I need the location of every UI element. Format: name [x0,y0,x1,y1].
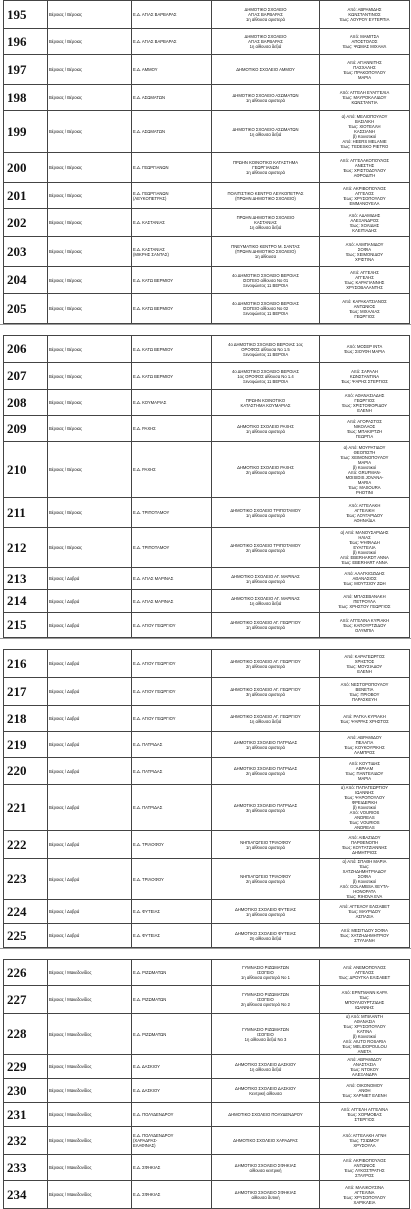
voter-range-cell: Από: ΑΛΑΓΚΙΟΖΙΔΗΣ ΑΘΑΝΑΣΙΟΣ Έως: ΜΟΥΤΣΙΟΥ ΖΩΗ [320,568,410,590]
table-row [4,363,410,390]
polling-place-cell: ΔΗΜΟΤΙΚΟ ΣΧΟΛΕΙΟ ΣΦΗΚΙΑΣ αίθουσα κεντρική [212,1155,320,1181]
table-row [4,111,410,153]
polling-place-cell: ΓΥΜΝΑΣΙΟ ΡΙΖΩΜΑΤΩΝ ΙΣΟΓΕΙΟ 2η αίθουσα αριστερά Νο 2 [212,986,320,1014]
table-row [4,416,410,442]
voter-range-cell: Από: ΝΕΣΤΟΡΟΠΟΥΛΟΥ ΒΕΝΕΤΙΑ Έως: ΠΡΙΟΒΟΥ ΠΑΡΑΣΚΕΥΗ [320,678,410,706]
voter-range-cell: Από: ΜΑΛΙΚΟΥΣΙΝΑ ΑΓΓΕΛΙΝΑ Έως: ΧΡΥΣΟΠΟΥΛΟΥ ΧΑΡΙΚΛΕΙΑ [320,1181,410,1209]
station-number-cell: 200 [4,153,48,183]
municipality-cell: Βέροιας / Δοβρά [48,900,132,924]
table-row [4,528,410,568]
table-row [4,1,410,29]
municipality-cell: Βέροιας / Βέροιας [48,294,132,324]
municipality-cell: Βέροιας / Μακεδονίδος [48,1103,132,1127]
electoral-unit-cell: Ε.Δ. ΡΑΧΗΣ [132,416,212,442]
table-row [4,336,410,363]
electoral-unit-cell: Ε.Δ. ΚΑΤΩ ΒΕΡΜΙΟΥ [132,267,212,294]
table-row [4,1127,410,1155]
station-number-cell: 219 [4,732,48,758]
polling-place-cell: ΔΗΜΟΤΙΚΟ ΣΧΟΛΕΙΟ ΡΑΧΗΣ 2η αίθουσα αριστερά [212,442,320,498]
voter-range-cell: Από: ΑΛΜΠΑΝΙΔΟΥ ΣΟΦΙΑ Έως: ΧΕΙΜΟΝΙΔΟΥ ΧΡΙΣΤΙΝΑ [320,237,410,267]
polling-place-cell: ΔΗΜΟΤΙΚΟ ΣΧΟΛΕΙΟ ΑΣΩΜΑΤΩΝ 1η αίθουσα αριστερά [212,85,320,111]
voter-range-cell: Από: ΑΓΓΕΛΗ ΑΓΓΕΛΙΝΑ Έως: ΧΟΡΜΟΒΑΣ ΣΤΕΡΓΙΟΣ [320,1103,410,1127]
electoral-unit-cell: Ε.Δ. ΑΓΙΟΥ ΓΕΩΡΓΙΟΥ [132,613,212,638]
polling-place-cell: ΔΗΜΟΤΙΚΟ ΣΧΟΛΕΙΟ ΣΦΗΚΙΑΣ αίθουσα δυτική [212,1181,320,1209]
table-row [4,758,410,785]
table-row [4,183,410,209]
municipality-cell: Βέροιας / Μακεδονίδος [48,1055,132,1079]
polling-place-cell: ΔΗΜΟΤΙΚΟ ΣΧΟΛΕΙΟ ΡΑΧΗΣ 1η αίθουσα αριστερά [212,416,320,442]
municipality-cell: Βέροιας / Δοβρά [48,924,132,948]
electoral-unit-cell: Ε.Δ. ΡΙΖΩΜΑΤΩΝ [132,1014,212,1055]
station-number-cell: 203 [4,237,48,267]
polling-place-cell: ΠΟΛΙΤΙΣΤΙΚΟ ΚΕΝΤΡΟ ΛΕΥΚΟΠΕΤΡΑΣ (ΠΡΩΗΝ ΔΗΜΟΤΙΚΟ ΣΧΟΛΕΙΟ) [212,183,320,209]
station-number-cell: 196 [4,29,48,55]
polling-place-cell: ΔΗΜΟΤΙΚΟ ΣΧΟΛΕΙΟ ΑΓ. ΜΑΡΙΝΑΣ 1η αίθουσα αριστερά [212,568,320,590]
municipality-cell: Βέροιας / Βέροιας [48,528,132,568]
municipality-cell: Βέροιας / Μακεδονίδος [48,960,132,986]
municipality-cell: Βέροιας / Βέροιας [48,416,132,442]
polling-place-cell: ΠΝΕΥΜΑΤΙΚΟ ΚΕΝΤΡΟ Μ. ΣΑΝΤΑΣ (ΠΡΩΗΝ ΔΗΜΟΤΙΚΟ ΣΧΟΛΕΙΟ) 1η αίθουσα [212,237,320,267]
voter-range-cell: Από: ΑΔΑΜΙΔΗΣ ΑΛΕΞΑΝΔΡΟΣ Έως: ΧΟΛΙΔΗΣ ΚΛΕΙΤΙΑΔΗΣ [320,209,410,237]
voter-range-cell: α) Από: ΜΟΥΡΑΤΙΔΟΥ ΘΕΟΠΙΣΤΗ Έως: ΧΕΙΜΟΝΟΠΟΥΛΟΥ ΜΑΡΙΑ β) Κοινοτικοί Από: GRUFMAN- MOISIDIS JOVANA- MARIA Έως: MASOURA PHOTINI [320,442,410,498]
voter-range-cell: Από: ΜΠΑΣΕΒΑΝΑΚΗ ΠΕΤΡΟΥΛΑ Έως: ΧΡΗΣΤΟΥ ΓΕΩΡΓΙΟΣ [320,590,410,613]
voter-range-cell: α) Από: ΜΠΙΛΑΝΤΗ ΑΘΑΝΑΣΙΑ Έως: ΧΡΥΣΟΠΟΥΛΟΥ ΚΑΤΙΝΑ β) Κοινοτικοί Από: AIUTO ROSARIA Έως: MELIDOPOULOU ANETA [320,1014,410,1055]
municipality-cell: Βέροιας / Βέροιας [48,442,132,498]
municipality-cell: Βέροιας / Δοβρά [48,650,132,678]
polling-place-cell: ΔΗΜΟΤΙΚΟ ΣΧΟΛΕΙΟ ΑΓ. ΓΕΩΡΓΙΟΥ 3η αίθουσα αριστερά [212,678,320,706]
polling-place-cell: ΓΥΜΝΑΣΙΟ ΡΙΖΩΜΑΤΩΝ ΙΣΟΓΕΙΟ 1η αίθουσα αριστερά Νο 1 [212,960,320,986]
station-number-cell: 228 [4,1014,48,1055]
station-number-cell: 212 [4,528,48,568]
electoral-unit-cell: Ε.Δ. ΡΑΧΗΣ [132,442,212,498]
municipality-cell: Βέροιας / Μακεδονίδος [48,1127,132,1155]
station-number-cell: 197 [4,55,48,85]
electoral-unit-cell: Ε.Δ. ΠΟΛΥΔΕΝΔΡΟΥ (ΧΑΡΑΔΡΑΣ- ΕΛΑΦΙΝΑΣ) [132,1127,212,1155]
electoral-unit-cell: Ε.Δ. ΚΑΣΤΑΝΙΑΣ [132,209,212,237]
voter-range-cell: α) Από: ΜΕΛΙΟΠΟΥΛΟΥ ΒΑΣΙΛΙΚΗ Έως: ΧΙΟΤΕΛΛΗ ΚΑΣΣΙΑΝΗ β) Κοινοτικοί Από: HEERS MELANIE Έως: TEDESKO PIETRO [320,111,410,153]
municipality-cell: Βέροιας / Βέροιας [48,336,132,363]
station-number-cell: 225 [4,924,48,948]
station-number-cell: 202 [4,209,48,237]
polling-place-cell: ΔΗΜΟΤΙΚΟ ΣΧΟΛΕΙΟ ΦΥΤΕΙΑΣ 2η αίθουσα δεξιά [212,924,320,948]
station-number-cell: 230 [4,1079,48,1103]
polling-place-cell: ΔΗΜΟΤΙΚΟ ΣΧΟΛΕΙΟ ΑΣΩΜΑΤΩΝ 1η αίθουσα δεξιά [212,111,320,153]
voter-range-cell: Από: ΜΟΣΕΡ ΙΝΤΑ Έως: ΣΙΟΥΦΗ ΜΑΡΙΑ [320,336,410,363]
electoral-unit-cell: Ε.Δ. ΑΣΩΜΑΤΩΝ [132,111,212,153]
table-row [4,1181,410,1209]
table-row [4,568,410,590]
electoral-unit-cell: Ε.Δ. ΤΡΙΠΟΤΑΜΟΥ [132,498,212,528]
voter-range-cell: Από: ΚΟΥΤΙΔΗΣ ΑΒΡΑΑΜ Έως: ΠΑΝΤΕΛΙΔΟΥ ΜΑΡΙΑ [320,758,410,785]
municipality-cell: Βέροιας / Βέροιας [48,237,132,267]
voter-range-cell: α) Από: ΜΑΝΟΥΣΑΡΙΔΗΣ ΗΛΙΑΣ Έως: ΨΗΦΙΑΔΗ ΕΥΑΓΓΕΛΙΑ β) Κοινοτικοί Από: EBERHARDT ANNA Έως: EBERHART ANNA [320,528,410,568]
electoral-unit-cell: Ε.Δ. ΑΓΙΟΥ ΓΕΩΡΓΙΟΥ [132,650,212,678]
voter-range-cell: Από: ΑΓΓΕΛΑΚΟΠΟΥΛΟΣ ΑΝΕΣΤΗΣ Έως: ΧΡΙΣΤΟΔΟΥΛΟΥ ΑΦΡΟΔΙΤΗ [320,153,410,183]
voter-range-cell: Από: ΜΕΣΙΤΙΔΟΥ ΣΟΦΙΑ Έως: ΧΑΤΖΗΔΗΜΗΤΡΙΟΥ ΣΤΥΛΙΑΝΗ [320,924,410,948]
municipality-cell: Βέροιας / Βέροιας [48,183,132,209]
register-table [3,649,410,948]
polling-place-cell: ΔΗΜΟΤΙΚΟ ΣΧΟΛΕΙΟ ΑΓ. ΓΕΩΡΓΙΟΥ 1η αίθουσα αριστερά [212,613,320,638]
table-row [4,900,410,924]
voter-range-cell: Από: ΜΑΜΙΤΣΑ ΑΠΟΣΤΟΛΟΣ Έως: ΨΩΜΑΣ ΜΙΧΑΗΛ [320,29,410,55]
municipality-cell: Βέροιας / Βέροιας [48,55,132,85]
station-number-cell: 213 [4,568,48,590]
voter-range-cell: Από: ΑΙΒΑΖΙΔΟΥ ΠΑΡΘΕΝΟΠΗ Έως: ΚΟΥΤΑΤΖΙΑΝΝΗΣ ΔΗΜΗΤΡΙΟΣ [320,831,410,859]
polling-place-cell: 4ο ΔΗΜΟΤΙΚΟ ΣΧΟΛΕΙΟ ΒΕΡΟΙΑΣ ΙΣΟΓΕΙΟ αίθουσα Νο 01 Ξενοφώντος 11 ΒΕΡΟΙΑ [212,267,320,294]
table-row [4,498,410,528]
table-row [4,85,410,111]
municipality-cell: Βέροιας / Μακεδονίδος [48,1155,132,1181]
municipality-cell: Βέροιας / Μακεδονίδος [48,1181,132,1209]
voter-range-cell: Από: ΚΑΡΑΓΕΩΡΓΟΣ ΧΡΗΣΤΟΣ Έως: ΜΟΥΣΙΑΔΟΥ ΕΛΕΝΗ [320,650,410,678]
municipality-cell: Βέροιας / Βέροιας [48,1,132,29]
electoral-unit-cell: Ε.Δ. ΑΓΙΟΥ ΓΕΩΡΓΙΟΥ [132,678,212,706]
station-number-cell: 223 [4,859,48,900]
station-number-cell: 218 [4,706,48,732]
table-row [4,29,410,55]
polling-place-cell: ΓΥΜΝΑΣΙΟ ΡΙΖΩΜΑΤΩΝ ΙΣΟΓΕΙΟ 1η αίθουσα δεξιά Νο 3 [212,1014,320,1055]
electoral-unit-cell: Ε.Δ. ΤΡΙΛΟΦΟΥ [132,831,212,859]
station-number-cell: 209 [4,416,48,442]
table-row [4,785,410,831]
station-number-cell: 221 [4,785,48,831]
voter-range-cell: α) Από: ΠΑΠΑΓΕΩΡΓΙΟΥ ΙΩΑΝΝΗΣ Έως: ΨΑΡΟΠΟΥΛΟΥ ΦΡΕΙΔΕΡΙΚΗ β) Κοινοτικοί Από: VOURIOS ANDREAS Έως: VOURIOS ANDREAS [320,785,410,831]
station-number-cell: 198 [4,85,48,111]
station-number-cell: 214 [4,590,48,613]
voter-range-cell: Από: ΑΒΡΑΜΙΔΟΥ ΠΕΛΑΓΙΑ Έως: ΚΟΥΚΟΥΡΙΚΗΣ ΛΑΜΠΡΟΣ [320,732,410,758]
table-row [4,650,410,678]
polling-place-cell: ΔΗΜΟΤΙΚΟ ΣΧΟΛΕΙΟ ΔΑΣΚΙΟΥ 1η αίθουσα δεξιά [212,1055,320,1079]
table-row [4,1079,410,1103]
municipality-cell: Βέροιας / Βέροιας [48,267,132,294]
municipality-cell: Βέροιας / Δοβρά [48,568,132,590]
polling-place-cell: ΠΡΩΗΝ ΔΗΜΟΤΙΚΟ ΣΧΟΛΕΙΟ ΚΑΣΤΑΝΙΑΣ 1η αίθουσα δεξιά [212,209,320,237]
municipality-cell: Βέροιας / Δοβρά [48,859,132,900]
station-number-cell: 205 [4,294,48,324]
voter-range-cell: Από: ΑΓΓΕΛΗ ΕΥΑΓΓΕΛΙΑ Έως: ΜΑΥΡΟΚΑΛΙΔΟΥ ΚΩΝΣΤΑΝΤΙΑ [320,85,410,111]
polling-place-cell: ΔΗΜΟΤΙΚΟ ΣΧΟΛΕΙΟ ΑΓ. ΜΑΡΙΝΑΣ 1η αίθουσα δεξιά [212,590,320,613]
electoral-unit-cell: Ε.Δ. ΑΓΙΑΣ ΒΑΡΒΑΡΑΣ [132,29,212,55]
station-number-cell: 195 [4,1,48,29]
electoral-unit-cell: Ε.Δ. ΡΙΖΩΜΑΤΩΝ [132,960,212,986]
table-row [4,986,410,1014]
table-row [4,153,410,183]
voter-range-cell: Από: ΑΓΟΡΑΣΤΟΣ ΝΙΚΟΛΑΟΣ Έως: ΜΠΑΚΙΡΤΖΗ ΓΕΩΡΓΙΑ [320,416,410,442]
station-number-cell: 208 [4,390,48,416]
table-row [4,960,410,986]
station-number-cell: 226 [4,960,48,986]
voter-range-cell: Από: ΣΑΡΑΛΗ ΚΩΝΣΤΑΝΤΙΝΑ Έως: ΨΑΡΗΣ ΣΤΕΡΓΙΟΣ [320,363,410,390]
register-table [3,335,410,638]
voter-range-cell: α) Από: ΣΠΑΘΗ ΜΑΡΙΑ Έως: ΧΑΤΖΗΔΗΜΗΤΡΙΑΔΟΥ ΣΟΦΙΑ β) Κοινοτικοί Από: GOLAMBSA ΧΕΥΤΑ- ΗΟΝΟΡΑΤΑ Έως: RIHOVA EVA [320,859,410,900]
municipality-cell: Βέροιας / Δοβρά [48,678,132,706]
page-break [0,324,411,335]
municipality-cell: Βέροιας / Βέροιας [48,111,132,153]
page-break [0,948,411,959]
page-break [0,638,411,649]
station-number-cell: 207 [4,363,48,390]
municipality-cell: Βέροιας / Δοβρά [48,706,132,732]
polling-place-cell: ΠΡΩΗΝ ΚΟΙΝΟΤΙΚΟ ΚΑΤΑΣΤΗΜΑ ΚΟΥΜΑΡΙΑΣ [212,390,320,416]
polling-place-cell: 4ο ΔΗΜΟΤΙΚΟ ΣΧΟΛΕΙΟ ΒΕΡΟΙΑΣ 1ος ΟΡΟΦΟΣ αίθουσα Νο 1.5 Ξενοφώντος 11 ΒΕΡΟΙΑ [212,336,320,363]
voter-range-cell: Από: ΕΡΝΤΜΑΝΝ ΚΑΡΛ Έως: ΜΠΟΥΛΙΟΥΡΤΖΙΔΗΣ ΙΩΑΝΝΗΣ [320,986,410,1014]
polling-place-cell: ΔΗΜΟΤΙΚΟ ΣΧΟΛΕΙΟ ΧΑΡΑΔΡΑΣ [212,1127,320,1155]
electoral-unit-cell: Ε.Δ. ΚΑΤΩ ΒΕΡΜΙΟΥ [132,294,212,324]
electoral-unit-cell: Ε.Δ. ΠΟΛΥΔΕΝΔΡΟΥ [132,1103,212,1127]
voter-range-cell: Από: ΑΓΙΑΝΝΙΤΗΣ ΠΑΣΧΑΛΗΣ Έως: ΠΡΑΚΟΠΟΥΛΟΥ ΜΑΡΙΑ [320,55,410,85]
station-number-cell: 216 [4,650,48,678]
register-table [3,0,410,324]
municipality-cell: Βέροιας / Βέροιας [48,363,132,390]
electoral-unit-cell: Ε.Δ. ΑΓΙΟΥ ΓΕΩΡΓΙΟΥ [132,706,212,732]
electoral-unit-cell: Ε.Δ. ΓΕΩΡΓΙΑΝΩΝ [132,153,212,183]
electoral-unit-cell: Ε.Δ. ΚΑΤΩ ΒΕΡΜΙΟΥ [132,336,212,363]
municipality-cell: Βέροιας / Μακεδονίδος [48,1014,132,1055]
table-row [4,1014,410,1055]
table-row [4,209,410,237]
electoral-unit-cell: Ε.Δ. ΔΑΣΚΙΟΥ [132,1055,212,1079]
polling-place-cell: ΔΗΜΟΤΙΚΟ ΣΧΟΛΕΙΟ ΠΑΤΡΙΔΑΣ 2η αίθουσα αριστερά [212,758,320,785]
polling-place-cell: 4ο ΔΗΜΟΤΙΚΟ ΣΧΟΛΕΙΟ ΒΕΡΟΙΑΣ 1ος ΟΡΟΦΟΣ αίθουσα Νο 1.4 Ξενοφώντος 11 ΒΕΡΟΙΑ [212,363,320,390]
electoral-unit-cell: Ε.Δ. ΑΓΙΑΣ ΒΑΡΒΑΡΑΣ [132,1,212,29]
polling-place-cell: 4ο ΔΗΜΟΤΙΚΟ ΣΧΟΛΕΙΟ ΒΕΡΟΙΑΣ ΙΣΟΓΕΙΟ αίθουσα Νο 02 Ξενοφώντος 11 ΒΕΡΟΙΑ [212,294,320,324]
electoral-unit-cell: Ε.Δ. ΤΡΙΠΟΤΑΜΟΥ [132,528,212,568]
electoral-unit-cell: Ε.Δ. ΚΟΥΜΑΡΙΑΣ [132,390,212,416]
station-number-cell: 201 [4,183,48,209]
electoral-unit-cell: Ε.Δ. ΑΣΩΜΑΤΩΝ [132,85,212,111]
polling-place-cell: ΔΗΜΟΤΙΚΟ ΣΧΟΛΕΙΟ ΤΡΙΠΟΤΑΜΟΥ 2η αίθουσα αριστερά [212,528,320,568]
voter-range-cell: Από: ΑΚΡΙΒΟΠΟΥΛΟΣ ΑΝΤΩΝΙΟΣ Έως: ΛΥΚΟΣΤΡΑΤΗΣ ΣΤΑΥΡΟΣ [320,1155,410,1181]
station-number-cell: 206 [4,336,48,363]
station-number-cell: 224 [4,900,48,924]
polling-place-cell: ΔΗΜΟΤΙΚΟ ΣΧΟΛΕΙΟ ΦΥΤΕΙΑΣ 1η αίθουσα αριστερά [212,900,320,924]
station-number-cell: 211 [4,498,48,528]
station-number-cell: 199 [4,111,48,153]
station-number-cell: 232 [4,1127,48,1155]
table-row [4,294,410,324]
municipality-cell: Βέροιας / Μακεδονίδος [48,986,132,1014]
voter-range-cell: Από: ΑΒΡΑΜΙΔΟΥ ΑΝΑΣΤΑΣΙΑ Έως: ΝΤΟΚΟΥ ΑΛΕΞΑΝΔΡΑ [320,1055,410,1079]
table-row [4,831,410,859]
municipality-cell: Βέροιας / Δοβρά [48,732,132,758]
polling-place-cell: ΔΗΜΟΤΙΚΟ ΣΧΟΛΕΙΟ ΠΟΛΥΔΕΝΔΡΟΥ [212,1103,320,1127]
municipality-cell: Βέροιας / Μακεδονίδος [48,1079,132,1103]
electoral-unit-cell: Ε.Δ. ΓΕΩΡΓΙΑΝΩΝ (ΛΕΥΚΟΠΕΤΡΑΣ) [132,183,212,209]
municipality-cell: Βέροιας / Δοβρά [48,758,132,785]
table-row [4,442,410,498]
municipality-cell: Βέροιας / Βέροιας [48,209,132,237]
electoral-unit-cell: Ε.Δ. ΚΑΤΩ ΒΕΡΜΙΟΥ [132,363,212,390]
table-row [4,237,410,267]
station-number-cell: 222 [4,831,48,859]
table-row [4,1055,410,1079]
voter-range-cell: Από: ΑΒΡΑΜΙΔΗΣ ΚΩΝΣΤΑΝΤΙΝΟΣ Έως: ΛΟΥΡΟΥ ΕΥΤΕΡΠΙΑ [320,1,410,29]
voter-range-cell: Από: ΑΓΓΕΛΗΣ ΑΓΓΕΛΗΣ Έως: ΚΑΡΑΓΙΑΝΝΗΣ ΧΡΥΣΟΒΑΛΑΝΤΗΣ [320,267,410,294]
municipality-cell: Βέροιας / Δοβρά [48,590,132,613]
table-row [4,732,410,758]
municipality-cell: Βέροιας / Βέροιας [48,153,132,183]
electoral-unit-cell: Ε.Δ. ΦΥΤΕΙΑΣ [132,900,212,924]
polling-place-cell: ΔΗΜΟΤΙΚΟ ΣΧΟΛΕΙΟ ΑΓΙΑΣ ΒΑΡΒΑΡΑΣ 1η αίθουσα δεξιά [212,29,320,55]
polling-place-cell: ΔΗΜΟΤΙΚΟ ΣΧΟΛΕΙΟ ΑΓΙΑΣ ΒΑΡΒΑΡΑΣ 1η αίθουσα αριστερά [212,1,320,29]
table-row [4,706,410,732]
electoral-unit-cell: Ε.Δ. ΦΥΤΕΙΑΣ [132,924,212,948]
polling-place-cell: ΔΗΜΟΤΙΚΟ ΣΧΟΛΕΙΟ ΑΓ. ΓΕΩΡΓΙΟΥ 1η αίθουσα δεξιά [212,706,320,732]
voter-range-cell: Από: ΡΑΓΚΑ ΚΥΡΙΑΚΗ Έως: ΨΑΡΡΑΣ ΧΡΗΣΤΟΣ [320,706,410,732]
polling-place-cell: ΔΗΜΟΤΙΚΟ ΣΧΟΛΕΙΟ ΠΑΤΡΙΔΑΣ 3η αίθουσα αριστερά [212,785,320,831]
municipality-cell: Βέροιας / Δοβρά [48,785,132,831]
table-row [4,678,410,706]
voter-range-cell: Από: ΑΝΕΜΟΠΟΥΛΟΣ ΑΓΓΕΛΟΣ Έως: ΔΡΟΥΓΚΑ ΕΛΙΣΑΒΕΤ [320,960,410,986]
electoral-unit-cell: Ε.Δ. ΚΑΣΤΑΝΙΑΣ (ΜΙΚΡΗΣ ΣΑΝΤΑΣ) [132,237,212,267]
electoral-unit-cell: Ε.Δ. ΣΦΗΚΙΑΣ [132,1181,212,1209]
register-table [3,959,410,1209]
electoral-unit-cell: Ε.Δ. ΡΙΖΩΜΑΤΩΝ [132,986,212,1014]
electoral-unit-cell: Ε.Δ. ΠΑΤΡΙΔΑΣ [132,758,212,785]
table-row [4,590,410,613]
electoral-unit-cell: Ε.Δ. ΣΦΗΚΙΑΣ [132,1155,212,1181]
electoral-unit-cell: Ε.Δ. ΠΑΤΡΙΔΑΣ [132,732,212,758]
voter-range-cell: Από: ΑΘΑΝΑΣΙΑΔΗΣ ΓΕΩΡΓΙΟΣ Έως: ΧΡΙΣΤΟΦΟΡΙΔΟΥ ΕΛΕΝΗ [320,390,410,416]
station-number-cell: 217 [4,678,48,706]
municipality-cell: Βέροιας / Βέροιας [48,85,132,111]
table-row [4,390,410,416]
polling-place-cell: ΔΗΜΟΤΙΚΟ ΣΧΟΛΕΙΟ ΠΑΤΡΙΔΑΣ 1η αίθουσα αριστερά [212,732,320,758]
electoral-unit-cell: Ε.Δ. ΠΑΤΡΙΔΑΣ [132,785,212,831]
municipality-cell: Βέροιας / Βέροιας [48,29,132,55]
voter-range-cell: Από: ΚΑΡΑΚΑΤΣΙΑΝΟΣ ΑΝΤΩΝΙΟΣ Έως: ΜΙΧΑΛΙΑΣ ΓΕΩΡΓΙΟΣ [320,294,410,324]
station-number-cell: 210 [4,442,48,498]
polling-place-cell: ΔΗΜΟΤΙΚΟ ΣΧΟΛΕΙΟ ΔΑΣΚΙΟΥ Κεντρική αίθουσα [212,1079,320,1103]
polling-place-cell: ΝΗΠΙΑΓΩΓΕΙΟ ΤΡΙΛΟΦΟΥ 1η αίθουσα αριστερά [212,831,320,859]
voter-range-cell: Από: ΑΓΓΕΛΙΝΑ ΚΥΡΙΑΚΗ Έως: ΚΑΠΟΥΡΤΖΙΔΟΥ ΟΛΥΜΠΙΑ [320,613,410,638]
municipality-cell: Βέροιας / Δοβρά [48,613,132,638]
electoral-unit-cell: Ε.Δ. ΔΑΣΚΙΟΥ [132,1079,212,1103]
table-row [4,924,410,948]
municipality-cell: Βέροιας / Δοβρά [48,831,132,859]
polling-place-cell: ΔΗΜΟΤΙΚΟ ΣΧΟΛΕΙΟ ΑΓ. ΓΕΩΡΓΙΟΥ 2η αίθουσα αριστερά [212,650,320,678]
station-number-cell: 220 [4,758,48,785]
table-row [4,859,410,900]
table-row [4,1155,410,1181]
table-row [4,55,410,85]
table-row [4,613,410,638]
station-number-cell: 234 [4,1181,48,1209]
station-number-cell: 229 [4,1055,48,1079]
electoral-unit-cell: Ε.Δ. ΤΡΙΛΟΦΟΥ [132,859,212,900]
municipality-cell: Βέροιας / Βέροιας [48,498,132,528]
electoral-unit-cell: Ε.Δ. ΑΓΙΑΣ ΜΑΡΙΝΑΣ [132,568,212,590]
voter-range-cell: Από: ΟΙΚΟΝΟΜΟΥ ΑΝΘΗ Έως: ΧΑΡΝΙΕΤ ΕΛΕΝΗ [320,1079,410,1103]
station-number-cell: 233 [4,1155,48,1181]
voter-range-cell: Από: ΑΓΓΕΛΑΚΗ ΑΓΝΗ Έως: ΤΣΙΩΜΟΥ ΧΡΥΣΟΥΛΑ [320,1127,410,1155]
station-number-cell: 215 [4,613,48,638]
polling-place-cell: ΔΗΜΟΤΙΚΟ ΣΧΟΛΕΙΟ ΤΡΙΠΟΤΑΜΟΥ 1η αίθουσα αριστερά [212,498,320,528]
station-number-cell: 227 [4,986,48,1014]
polling-place-cell: ΝΗΠΙΑΓΩΓΕΙΟ ΤΡΙΛΟΦΟΥ 2η αίθουσα αριστερά [212,859,320,900]
table-row [4,267,410,294]
polling-place-cell: ΠΡΩΗΝ ΚΟΙΝΟΤΙΚΟ ΚΑΤΑΣΤΗΜΑ ΓΕΩΡΓΙΑΝΩΝ 1η αίθουσα αριστερά [212,153,320,183]
municipality-cell: Βέροιας / Βέροιας [48,390,132,416]
station-number-cell: 204 [4,267,48,294]
polling-place-cell: ΔΗΜΟΤΙΚΟ ΣΧΟΛΕΙΟ ΑΜΜΟΥ [212,55,320,85]
voter-range-cell: Από: ΑΓΓΕΛΟΥ ΕΛΙΣΑΒΕΤ Έως: ΜΑΥΡΙΔΟΥ ΑΣΠΑΣΙΑ [320,900,410,924]
electoral-unit-cell: Ε.Δ. ΑΜΜΟΥ [132,55,212,85]
voter-range-cell: Από: ΑΓΓΕΛΑΚΗ ΑΓΓΕΛΙΚΗ Έως: ΛΟΥΓΑΡΙΔΟΥ ΑΘΗΝΑΪΔΑ [320,498,410,528]
station-number-cell: 231 [4,1103,48,1127]
table-row [4,1103,410,1127]
voter-range-cell: Από: ΑΚΡΙΒΟΠΟΥΛΟΣ ΑΓΓΕΛΟΣ Έως: ΧΡΥΣΟΠΟΥΛΟΥ ΕΜΜΑΝΟΥΕΛΑ [320,183,410,209]
electoral-unit-cell: Ε.Δ. ΑΓΙΑΣ ΜΑΡΙΝΑΣ [132,590,212,613]
